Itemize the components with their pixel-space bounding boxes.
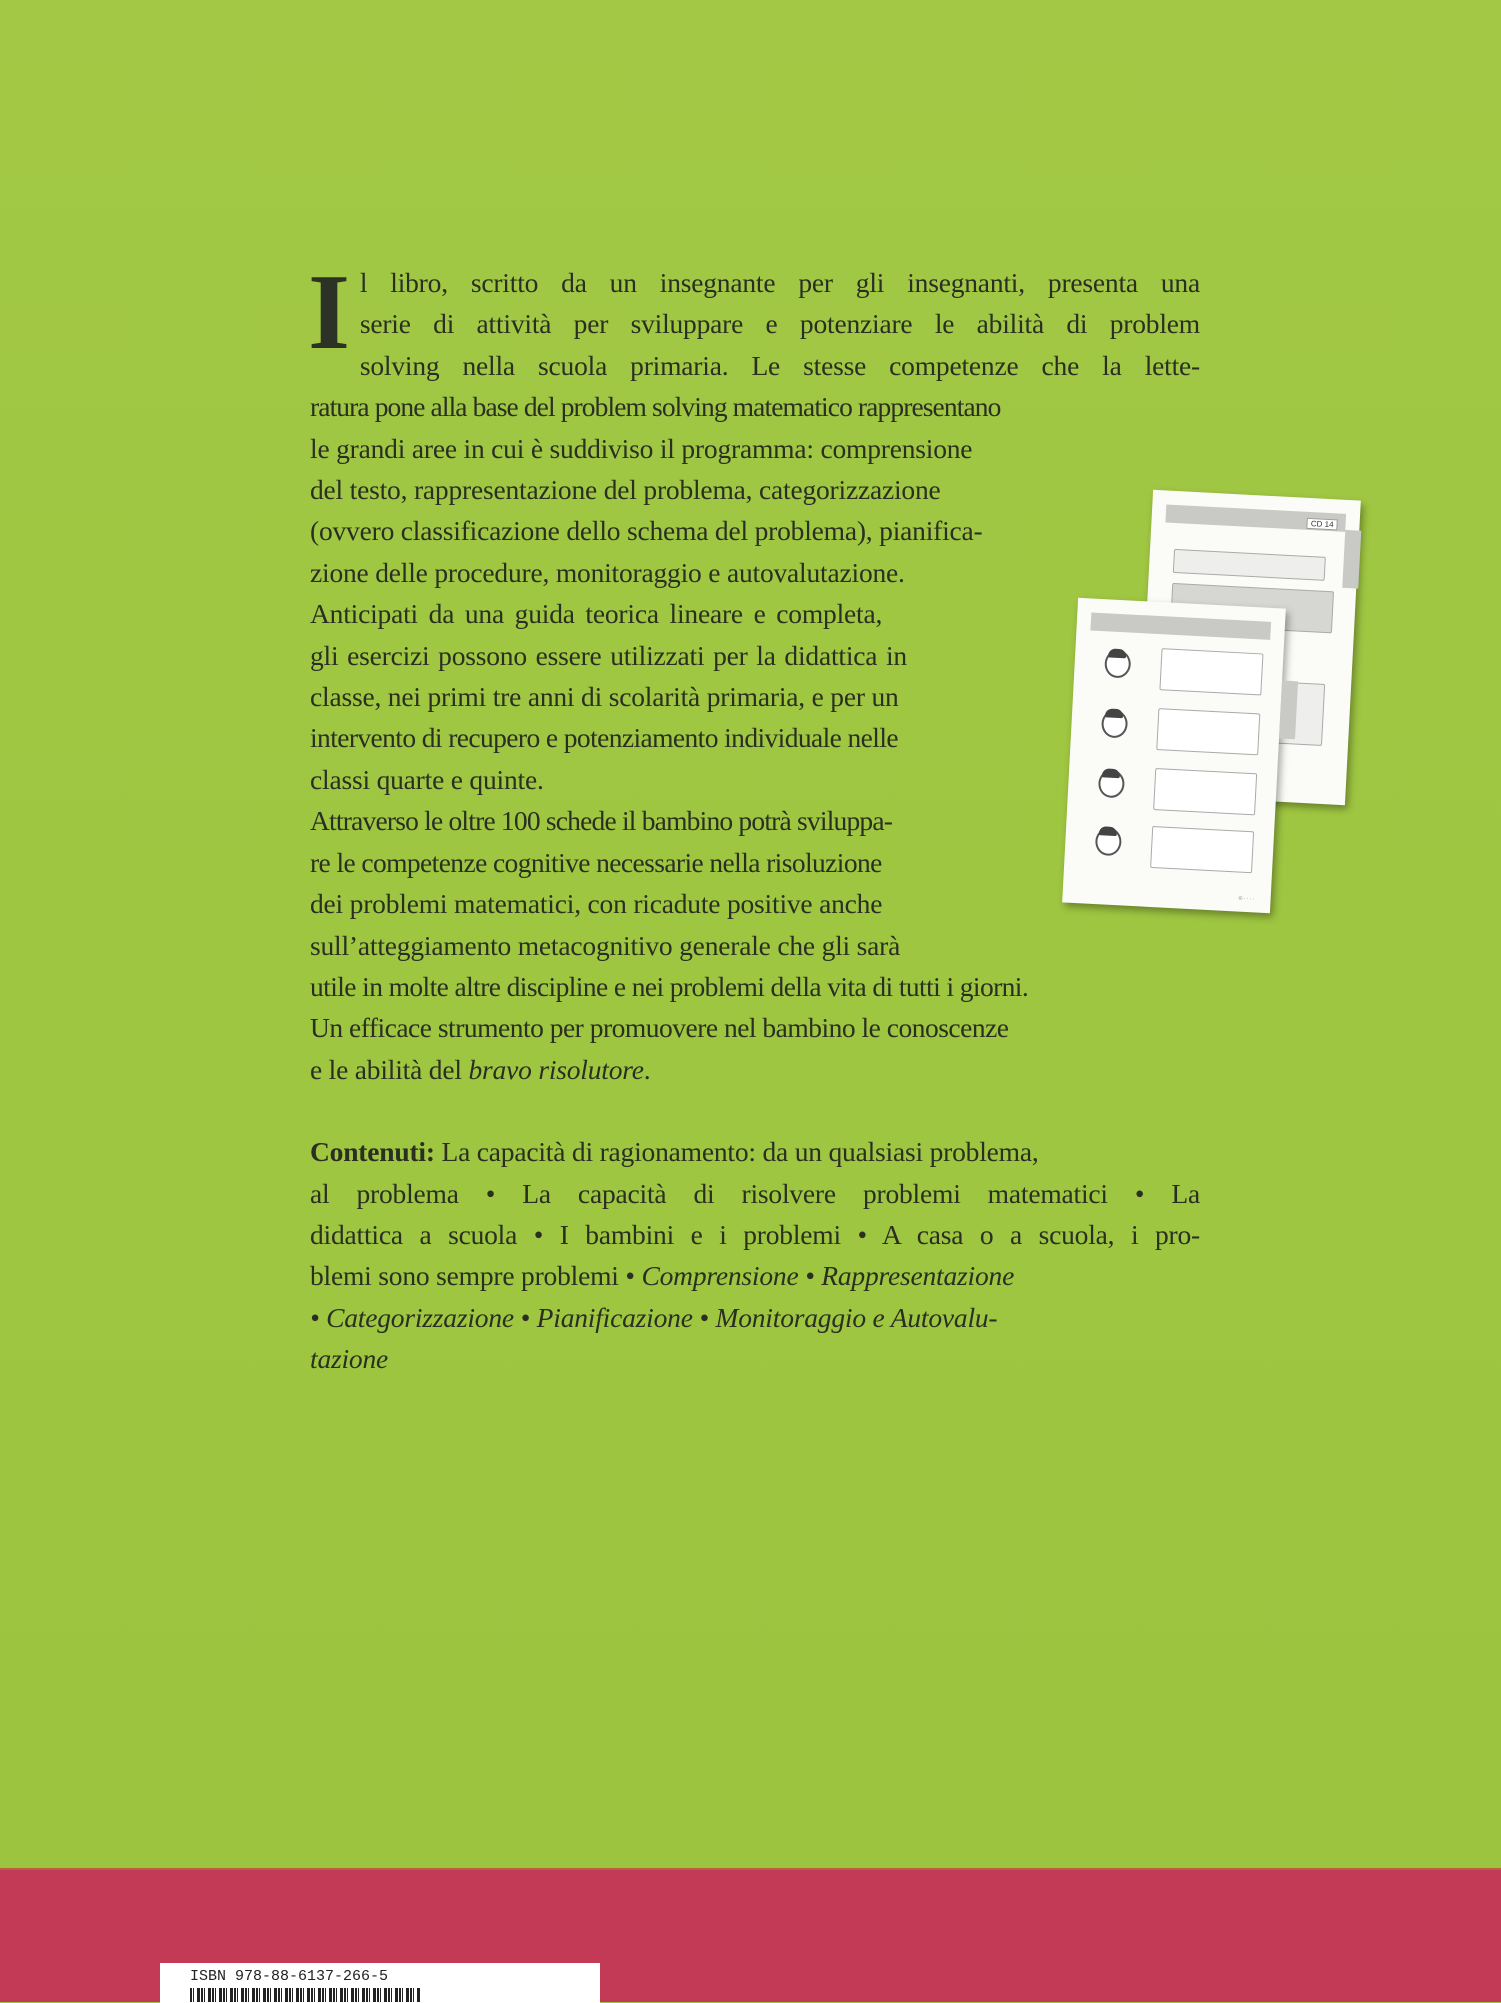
text-line: Un efficace strumento per promuovere nel bambino le conoscenze	[310, 1012, 1009, 1044]
text-line: serie di attività per sviluppare e potenziare le abilità di problem	[359, 308, 1200, 340]
text-line: ratura pone alla base del problem solving matematico rappresentano	[310, 391, 1001, 423]
question-box	[1173, 549, 1326, 581]
description-paragraph	[308, 253, 1200, 1090]
text-line: classe, nei primi tre anni di scolarità primaria, e per un	[310, 681, 899, 713]
text-line: le grandi aree in cui è suddiviso il programma: comprensione	[310, 432, 973, 464]
text-line: sull’atteggiamento metacognitivo generale che gli sarà	[310, 929, 901, 961]
text-line: del testo, rappresentazione del problema, categorizzazione	[310, 474, 941, 506]
isbn-text: ISBN 978-88-6137-266-5	[190, 1968, 389, 1985]
text-line: solving nella scuola primaria. Le stesse competenze che la lette-	[359, 349, 1200, 381]
speech-box	[1150, 826, 1254, 873]
text-span: e le abilità del	[310, 1053, 469, 1085]
text-line: intervento di recupero e potenziamento individuale nelle	[310, 722, 898, 754]
side-tab	[1279, 681, 1298, 740]
text-line: re le competenze cognitive necessarie nella risoluzione	[310, 846, 882, 878]
page-footer: © · · · ·	[1238, 895, 1255, 903]
speech-box	[1159, 648, 1263, 695]
child-illustration-icon	[1101, 709, 1128, 738]
child-illustration-icon	[1095, 827, 1122, 856]
contents-label: Contenuti:	[310, 1136, 435, 1168]
text-line: classi quarte e quinte.	[310, 763, 544, 795]
text-span: .	[643, 1053, 651, 1085]
text-line: didattica a scuola • I bambini e i problemi • A casa o a scuola, i pro-	[310, 1218, 1200, 1250]
text-span: La capacità di ragionamento: da un qualsiasi problema,	[434, 1136, 1039, 1168]
text-span: blemi sono sempre problemi •	[310, 1260, 642, 1292]
text-line: dei problemi matematici, con ricadute positive anche	[310, 888, 883, 920]
text-line: utile in molte altre discipline e nei problemi della vita di tutti i giorni.	[310, 970, 1029, 1002]
text-line: • Categorizzazione • Pianificazione • Monitoraggio e Autovalu-	[310, 1301, 998, 1333]
text-line: Attraverso le oltre 100 schede il bambino potrà sviluppa-	[310, 805, 893, 837]
paragraph-gap	[310, 1090, 1200, 1131]
text-line: tazione	[310, 1343, 389, 1375]
text-line: l libro, scritto da un insegnante per gli insegnanti, presenta una	[359, 267, 1200, 298]
emphasis-text: Comprensione • Rappresentazione	[641, 1260, 1015, 1292]
preview-page-front	[1062, 598, 1286, 913]
text-line: Anticipati da una guida teorica lineare e completa,	[310, 598, 883, 630]
side-tab	[1342, 530, 1361, 589]
text-line	[310, 1049, 1200, 1090]
text-line: gli esercizi possono essere utilizzati per la didattica in	[310, 639, 907, 671]
text-line: al problema • La capacità di risolvere problemi matematici • La	[310, 1177, 1200, 1209]
page-header-bar	[1090, 612, 1271, 639]
page-badge: CD 14	[1307, 518, 1338, 531]
text-line: zione delle procedure, monitoraggio e autovalutazione.	[310, 556, 905, 588]
speech-box	[1156, 708, 1260, 755]
emphasis-text: bravo risolutore	[468, 1053, 644, 1085]
drop-cap: I	[308, 253, 350, 372]
barcode-label	[160, 1963, 600, 2003]
text-line: (ovvero classificazione dello schema del problema), pianifica-	[310, 515, 983, 547]
child-illustration-icon	[1098, 769, 1125, 798]
speech-box	[1153, 768, 1257, 815]
contents-paragraph	[310, 1131, 1200, 1379]
child-illustration-icon	[1104, 649, 1131, 678]
